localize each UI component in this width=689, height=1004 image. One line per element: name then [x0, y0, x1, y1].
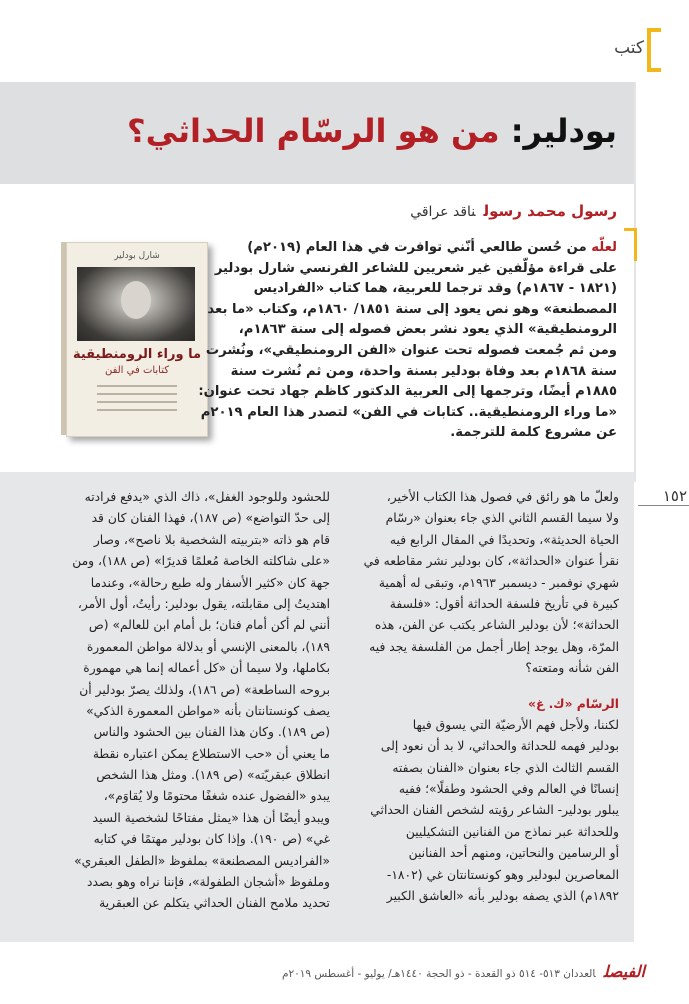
section-bracket-decoration — [647, 28, 661, 72]
intro-line: «ما وراء الرومنطيقية.. كتابات في الفن» لتصدر هذا العام ٢٠١٩م — [200, 404, 617, 420]
intro-line: على قراءة مؤلّفين غير شعريين للشاعر الفرنسي شارل بودلير — [214, 260, 617, 276]
book-cover-image — [66, 242, 208, 437]
footer-issue-info: العددان ٥١٣- ٥١٤ ذو القعدة - ذو الحجة ١٤٤٠هـ/ يوليو - أغسطس ٢٠١٩م — [281, 968, 596, 980]
section-label: كتب — [614, 38, 644, 58]
body-line: بودلير فهمه للحداثة والحداثي، لا بد أن نعود إلى — [380, 739, 619, 754]
intro-line: ١٨٨٥م أيضًا، وترجمها إلى العربية الدكتور كاظم جهاد تحت عنوان: — [198, 384, 617, 400]
intro-line: عن مشروع كلمة للترجمة. — [450, 425, 617, 441]
body-line: نقرأ عنوان «الحداثة»، كان بودلير نشر مقاطعه في — [363, 554, 619, 569]
body-line: الحياة الحديثة»، وتحديدًا في المقال الرابع فيه — [389, 532, 619, 547]
portrait-face — [121, 281, 151, 319]
intro-lead-word: لعلّه — [591, 240, 617, 255]
body-line: جهة كان «كثير الأسفار وله طبع رحالة»، وعندما — [90, 575, 330, 590]
intro-line: (١٨٢١ - ١٨٦٧م) وقد ترجما للعربية، هما كتاب «الفراديس — [253, 281, 617, 297]
body-line: لكننا، ولأجل فهم الأرضيّة التي يسوق فيها — [412, 717, 619, 732]
intro-bracket-decoration — [624, 228, 637, 261]
body-line: «الفراديس المصطنعة» بملفوظ «الطفل العبقري» — [74, 853, 330, 868]
body-line: الحداثة»؛ لأن بودلير الشاعر يكتب عن الفن، هذه — [374, 618, 619, 633]
body-line: المرّة، وهل يوجد إطار أجمل من الفلسفة يجد فيه — [369, 639, 619, 654]
page-number-rule — [638, 505, 689, 506]
body-line: شهري نوفمبر - ديسمبر ١٩٦٣م، وتبقى له أهمية — [378, 575, 619, 590]
intro-line: لعلّه من حُسن طالعي أنّني توافرت في هذا العام (٢٠١٩م) — [247, 240, 617, 255]
book-cover-text-lines — [97, 385, 177, 417]
body-line: الفن شأنه ومتعته؟ — [525, 661, 619, 676]
book-cover-portrait — [77, 267, 195, 341]
body-line: تحديد ملامح الفنان الحداثي يتكلم عن العبقرية — [99, 896, 330, 911]
author-byline — [410, 202, 617, 220]
body-line: بروحه الساطعة» (ص ١٨٦)، ولذلك يصرّ بودلير أن — [79, 682, 330, 697]
body-column-right — [361, 487, 619, 907]
body-line: اهتديتُ إلى مقابلته، يقول بودلير: رأيتُ، أول الأمر، — [77, 596, 330, 611]
article-title-rest: من هو الرسّام الحداثي؟ — [127, 112, 511, 150]
body-line: ما يعني أن «حب الاستطلاع يمكن اعتباره نقطة — [92, 746, 330, 761]
body-line: إلى حدّ التواضع» (ص ١٨٧)، فهذا الفنان كان قد — [91, 511, 330, 526]
section-subheading: الرسّام «ك. غ» — [528, 696, 619, 711]
author-role: ناقد عراقي — [410, 204, 476, 220]
author-name: رسول محمد رسول — [483, 202, 617, 220]
body-line: ولا سيما القسم الثاني الذي جاء بعنوان «رسّام — [385, 511, 619, 526]
page-footer — [282, 962, 645, 981]
body-line: «على شاكلته الخاصة مُعلمًا قديرًا» (ص ١٨٨)، ومن — [72, 554, 330, 569]
body-line: قام هو ذاته «بتربيته الشخصية بلا ناصح»، وصار — [93, 532, 330, 547]
body-line: يصف كونستانتان بأنه «مواطن المعمورة الذكي» — [86, 703, 330, 718]
body-line: إنسانًا في العالم وفي الحشود وطفلًا»؛ ففيه — [398, 782, 619, 797]
body-line: وملفوظ «أشجان الطفولة»، فإننا نراه وهو بصدد — [87, 875, 330, 890]
body-line: أو الرسامين والنحاتين، ومنهم أحد الفنانين — [408, 846, 619, 861]
body-line: للحشود وللوجود الغفل»، ذاك الذي «يدفع فرادته — [84, 490, 330, 504]
body-line: ١٨٩٢م) الذي يصفه بودلير بأنه «العاشق الكبير — [386, 889, 619, 904]
body-line: وللحداثة عبر نماذج من الفنانين التشكيليين — [405, 824, 619, 839]
body-line: ١٨٩)، بالمعنى الإنسي أو بدلالة مواطن المعمورة — [86, 639, 330, 654]
magazine-logo: الفيصل — [603, 962, 645, 981]
body-line: ولعلّ ما هو رائق في فصول هذا الكتاب الأخير، — [386, 490, 619, 504]
body-line: المعاصرين لبودلير وهو كونستانتان غي (١٨٠٢- — [386, 867, 619, 882]
page-number: ١٥٢ — [662, 487, 687, 505]
body-column-left — [66, 487, 330, 915]
intro-paragraph — [198, 238, 617, 444]
article-title — [127, 112, 617, 150]
body-line: غي» (ص ١٩٠). وإذا كان بودلير مهتمًا في كتابه — [93, 832, 330, 847]
body-line: القسم الثالث الذي جاء بعنوان «الفنان بصفته — [392, 760, 619, 775]
body-line: ويبدو أيضًا أن هذا «يمثل مفتاحًا لشخصية السيد — [92, 810, 330, 825]
body-line: أنني لم أكن أمام فنان؛ بل أمام ابن للعالم» (ص — [88, 618, 330, 633]
article-title-head: بودلير: — [510, 112, 617, 150]
book-cover-author: شارل بودلير — [114, 251, 160, 261]
intro-line: ومن ثم جُمعت فصوله تحت عنوان «الفن الرومنطيقي»، ونُشرت — [205, 342, 617, 358]
body-line: يبلور بودلير- الشاعر رؤيته لشخص الفنان الحداثي — [370, 803, 619, 818]
margin-rule — [634, 82, 636, 482]
book-cover-subtitle: كتابات في الفن — [104, 365, 170, 376]
book-cover-title: ما وراء الرومنطيقية — [72, 347, 202, 362]
intro-line: سنة ١٨٦٨م بعد وفاة بودلير بسنة واحدة، ومن ثم نُشرت سنة — [230, 363, 617, 379]
body-line: (ص ١٨٩). وكان هذا الفنان بين الحشود والناس — [93, 725, 330, 740]
intro-line: المصطنعة» وهو نص يعود إلى سنة ١٨٥١/ ١٨٦٠م، وكتاب «ما بعد — [207, 301, 617, 317]
body-line: كبيرة في تأريخ فلسفة الحداثة أقول: «فلسفة — [389, 596, 619, 611]
intro-line: الرومنطيقية» الذي يعود نشر بعض فصوله إلى سنة ١٨٦٣م، — [238, 322, 617, 338]
body-line: انطلاق عبقريّته» (ص ١٨٩). ومثل هذا الشخص — [96, 768, 330, 783]
paragraph-gap — [361, 680, 619, 694]
body-line: بكاملها، ولا سيما أن «كل أعماله إنما هي مهمورة — [83, 661, 330, 676]
body-line: يبدو «الفضول عنده شغفًا محتومًا ولا يُقاوَم»، — [103, 789, 330, 804]
